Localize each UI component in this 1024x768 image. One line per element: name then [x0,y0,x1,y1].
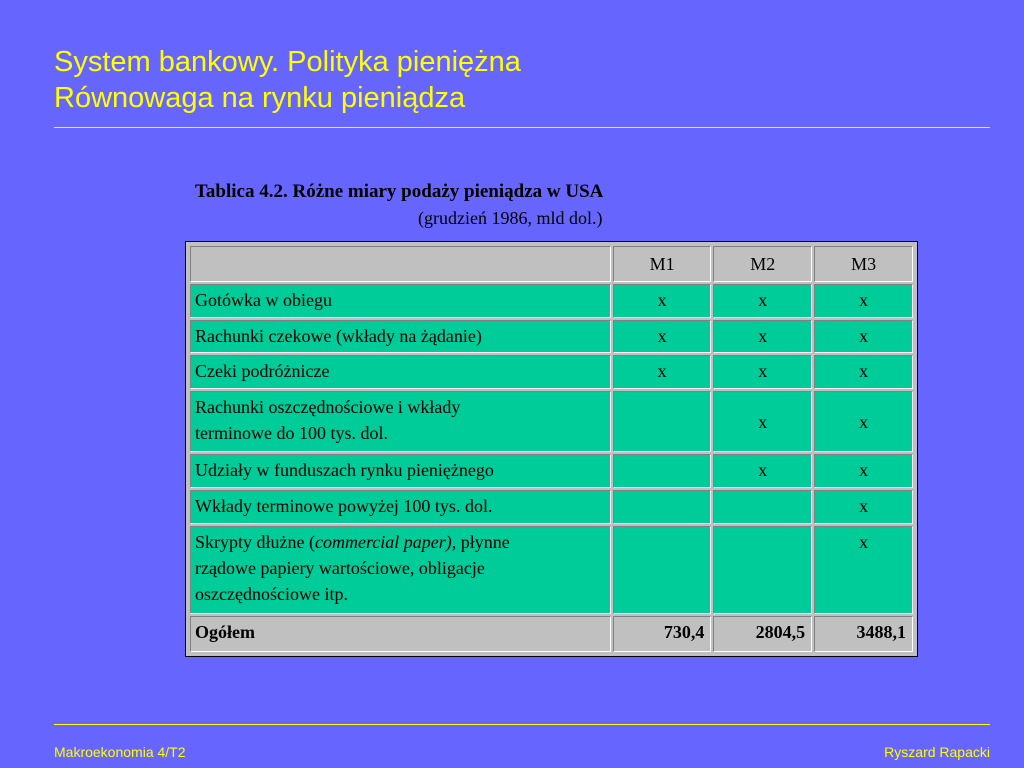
total-label: Ogółem [190,616,611,652]
table-row [190,454,913,488]
table-header-row [190,246,913,282]
table-row [190,526,913,615]
header-m1: M1 [613,246,712,282]
row-label-suffix: , płynne [451,531,510,552]
cell-m1 [613,454,712,488]
row-label [190,391,611,452]
cell-m1 [613,526,712,615]
row-label-prefix: Skrypty dłużne ( [195,531,315,552]
total-m3: 3488,1 [814,616,913,652]
cell-m1: x [613,284,712,318]
cell-m2: x [713,320,812,354]
total-m2: 2804,5 [713,616,812,652]
footer-course: Makroekonomia 4/T2 [54,744,186,760]
footer-author: Ryszard Rapacki [884,744,990,760]
row-label-line2: terminowe do 100 tys. dol. [195,422,388,443]
table-row [190,284,913,318]
table-row [190,490,913,524]
table-row [190,355,913,389]
cell-m1: x [613,320,712,354]
cell-m3: x [814,526,913,615]
cell-m3: x [814,355,913,389]
cell-m2 [713,490,812,524]
table-subcaption: (grudzień 1986, mld dol.) [418,208,603,228]
money-supply-table [185,241,918,657]
cell-m2: x [713,454,812,488]
header-m3: M3 [814,246,913,282]
cell-m1: x [613,355,712,389]
cell-m2 [713,526,812,615]
row-label-italic: commercial paper) [314,531,452,552]
footer-divider [54,724,990,725]
row-label-line2: rządowe papiery wartościowe, obligacje [195,557,485,578]
row-label: Wkłady terminowe powyżej 100 tys. dol. [190,490,611,524]
slide-title [54,44,521,116]
cell-m3: x [814,454,913,488]
cell-m2: x [713,355,812,389]
cell-m1 [613,391,712,452]
row-label-line3: oszczędnościowe itp. [195,583,348,604]
row-label: Gotówka w obiegu [190,284,611,318]
header-m2: M2 [713,246,812,282]
table-row [190,320,913,354]
cell-m3: x [814,284,913,318]
slide-title-line2: Równowaga na rynku pieniądza [54,82,466,114]
slide-title-line1: System bankowy. Polityka pieniężna [54,46,521,78]
cell-m1 [613,490,712,524]
header-empty-cell [190,246,611,282]
row-label: Udziały w funduszach rynku pieniężnego [190,454,611,488]
cell-m3: x [814,320,913,354]
cell-m3: x [814,490,913,524]
table-row [190,391,913,452]
title-divider [54,127,990,128]
row-label-line1: Rachunki oszczędnościowe i wkłady [195,396,461,417]
total-m1: 730,4 [613,616,712,652]
cell-m2: x [713,284,812,318]
row-label: Rachunki czekowe (wkłady na żądanie) [190,320,611,354]
row-label: Czeki podróżnicze [190,355,611,389]
table-caption: Tablica 4.2. Różne miary podaży pieniądza w USA [195,181,604,202]
row-label [190,526,611,615]
cell-m2: x [713,391,812,452]
table-total-row [190,616,913,652]
cell-m3: x [814,391,913,452]
